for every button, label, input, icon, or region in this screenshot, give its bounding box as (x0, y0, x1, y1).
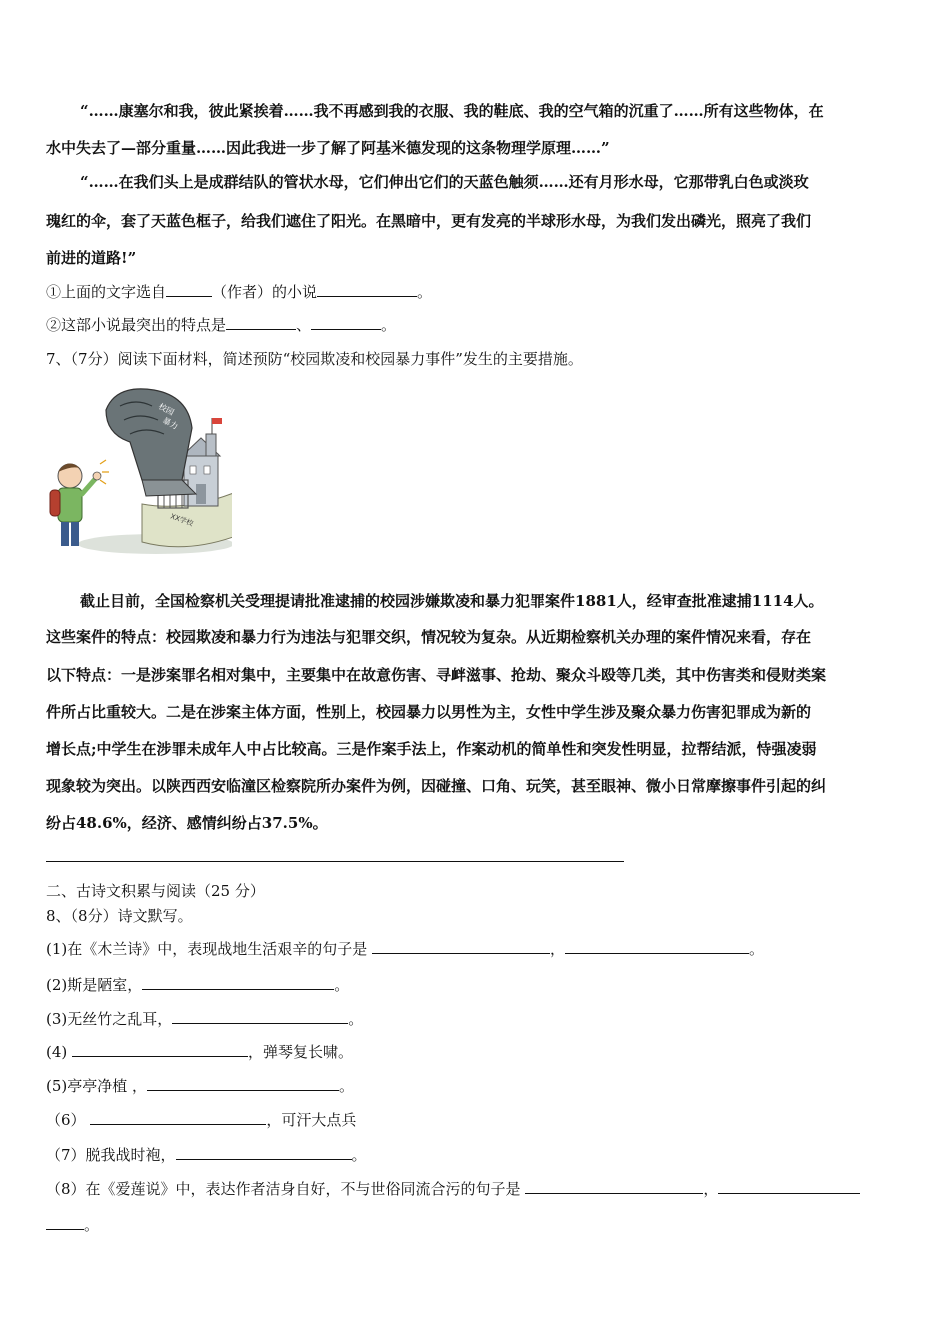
q6-item-2 (46, 314, 906, 336)
q8-item-1-text: (1)在《木兰诗》中，表现战地生活艰辛的句子是 (46, 940, 373, 958)
answer-blank-feature-2[interactable] (311, 315, 381, 330)
section-2-title: 二、古诗文积累与阅读（25 分） (46, 882, 265, 900)
material-line-5: 增长点;中学生在涉罪未成年人中占比较高。三是作案手法上，作案动机的简单性和突发性明显，拉帮结派，恃强凌弱 (46, 740, 817, 758)
answer-blank-8a[interactable] (525, 1179, 703, 1194)
q8-item-4-text-a: (4) (46, 1043, 73, 1061)
q6-item-1-text-a: ①上面的文字选自 (46, 283, 167, 301)
answer-blank-feature-1[interactable] (226, 315, 296, 330)
material-line-3: 以下特点：一是涉案罪名相对集中，主要集中在故意伤害、寻衅滋事、抢劫、聚众斗殴等几类，其中伤害类和侵财类案 (46, 666, 827, 684)
answer-blank-7[interactable] (176, 1145, 352, 1160)
passage-p2-line3: 前进的道路!” (46, 249, 137, 267)
q8-item-6-text-b: ，可汗大点兵 (266, 1111, 357, 1129)
q6-item-2-end: 。 (381, 316, 397, 334)
fist-label-1: 校园 (157, 401, 176, 418)
q6-item-1-text-b: （作者）的小说 (212, 283, 318, 301)
answer-line[interactable] (46, 861, 624, 862)
q8-item-5-end: 。 (339, 1077, 355, 1095)
q8-item-5-text: (5)亭亭净植 ， (46, 1077, 148, 1095)
q8-item-2 (46, 974, 906, 996)
answer-blank-1b[interactable] (565, 939, 749, 954)
q8-header: 8、（8分）诗文默写。 (46, 907, 193, 925)
q8-item-7-end: 。 (351, 1146, 367, 1164)
passage-p1-line1: “……康塞尔和我，彼此紧挨着……我不再感到我的衣服、我的鞋底、我的空气箱的沉重了……所有这些物体，在 (80, 102, 824, 120)
q8-item-8-end: 。 (84, 1216, 100, 1234)
q6-item-2-sep: 、 (296, 316, 312, 334)
q8-item-3-text: (3)无丝竹之乱耳， (46, 1010, 173, 1028)
material-line-1: 截止目前，全国检察机关受理提请批准逮捕的校园涉嫌欺凌和暴力犯罪案件1881人，经审查批准逮捕1114人。 (80, 592, 824, 610)
material-line-2: 这些案件的特点：校园欺凌和暴力行为违法与犯罪交织，情况较为复杂。从近期检察机关办理的案件情况来看，存在 (46, 628, 812, 646)
q8-item-7-text: （7）脱我战时袍， (46, 1146, 176, 1164)
passage-p2-line1: “……在我们头上是成群结队的管状水母，它们伸出它们的天蓝色触须……还有月形水母，它那带乳白色或淡玫 (80, 173, 809, 191)
q8-item-2-end: 。 (334, 976, 350, 994)
answer-blank-novel[interactable] (317, 282, 417, 297)
answer-blank-8c[interactable] (46, 1215, 84, 1230)
q8-item-4-text-b: ，弹琴复长啸。 (248, 1043, 354, 1061)
q8-item-1-end: 。 (749, 940, 765, 958)
wall-label: XX学校 (169, 512, 195, 528)
q8-item-8-sep: ， (703, 1180, 719, 1198)
fist-label-2: 暴力 (161, 415, 180, 432)
q8-item-8-continued (46, 1214, 906, 1236)
material-line-7: 纷占48.6%，经济、感情纠纷占37.5%。 (46, 814, 328, 832)
answer-blank-author[interactable] (166, 282, 212, 297)
answer-blank-2[interactable] (142, 975, 334, 990)
answer-blank-6[interactable] (90, 1110, 266, 1125)
q7-header: 7、（7分）阅读下面材料，简述预防“校园欺凌和校园暴力事件”发生的主要措施。 (46, 350, 583, 368)
material-line-4: 件所占比重较大。二是在涉案主体方面，性别上，校园暴力以男性为主，女性中学生涉及聚众暴力伤害犯罪成为新的 (46, 703, 812, 721)
q8-item-7 (46, 1144, 906, 1166)
q8-item-3-end: 。 (348, 1010, 364, 1028)
school-violence-illustration (46, 384, 232, 560)
answer-blank-3[interactable] (172, 1009, 348, 1024)
answer-blank-8b[interactable] (718, 1179, 860, 1194)
answer-blank-1a[interactable] (372, 939, 550, 954)
q8-item-6 (46, 1109, 906, 1131)
q8-item-4 (46, 1041, 906, 1063)
q8-item-5 (46, 1075, 906, 1097)
answer-blank-5[interactable] (147, 1076, 339, 1091)
answer-blank-4[interactable] (72, 1042, 248, 1057)
q6-item-1 (46, 281, 906, 303)
q8-item-8 (46, 1178, 906, 1200)
passage-p1-line2: 水中失去了—部分重量……因此我进一步了解了阿基米德发现的这条物理学原理……” (46, 139, 610, 157)
q8-item-1 (46, 938, 906, 960)
q8-item-6-text-a: （6） (46, 1111, 91, 1129)
q8-item-2-text: (2)斯是陋室， (46, 976, 143, 994)
q8-item-3 (46, 1008, 906, 1030)
q8-item-8-text: （8）在《爱莲说》中，表达作者洁身自好，不与世俗同流合污的句子是 (46, 1180, 526, 1198)
q6-item-2-text-a: ②这部小说最突出的特点是 (46, 316, 227, 334)
material-line-6: 现象较为突出。以陕西西安临潼区检察院所办案件为例，因碰撞、口角、玩笑，甚至眼神、微小日常摩擦事件引起的纠 (46, 777, 827, 795)
passage-p2-line2: 瑰红的伞，套了天蓝色框子，给我们遮住了阳光。在黑暗中，更有发亮的半球形水母，为我们发出磷光，照亮了我们 (46, 212, 812, 230)
q8-item-1-sep: ， (550, 940, 566, 958)
q6-item-1-end: 。 (417, 283, 433, 301)
